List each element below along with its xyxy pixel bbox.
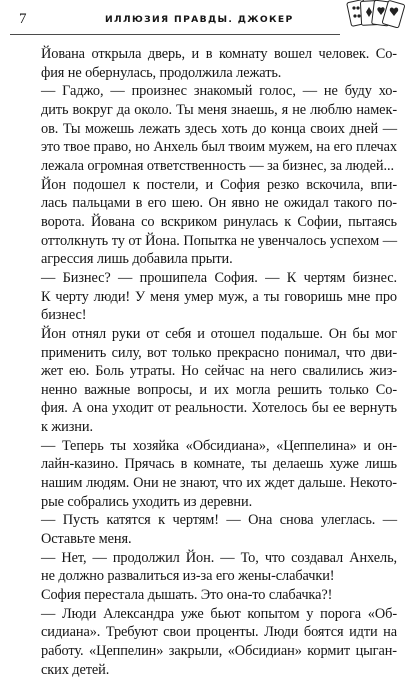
text-line: применить силу, вот только прекрасно понимал, что дви- <box>41 344 397 361</box>
paragraph <box>23 511 397 548</box>
text-line: оттолкнуть ту от Йона. Попытка не увенчалось успехом — <box>41 232 397 249</box>
text-line: нашим людям. Они не знают, что их ждет дальше. Некото- <box>41 475 397 492</box>
text-line: жет ею. Боль утраты. Но сейчас на него свалились жиз- <box>41 363 397 380</box>
text-line: бизнес! <box>41 307 87 324</box>
text-line: — Гаджо, — произнес знакомый голос, — не буду хо- <box>41 83 397 100</box>
text-line: ских детей. <box>41 661 110 678</box>
text-line: агрессия лишь добавила прыти. <box>41 251 233 268</box>
text-line: — Пусть катятся к чертям! — Она снова улеглась. — <box>41 512 397 529</box>
text-line: Йована открыла дверь, и в комнату вошел человек. Со- <box>41 46 397 62</box>
text-line: лежала огромная ответственность — за бизнес, за людей... <box>41 157 394 174</box>
text-line: — Бизнес? — прошипела София. — К чертям бизнес. <box>41 269 397 286</box>
text-line: работу. «Цеппелин» закрыли, «Обсидиан» кормит цыган- <box>41 643 397 659</box>
playing-cards-icon <box>340 0 408 34</box>
paragraph <box>23 437 397 512</box>
text-line: ворота. Йована со вскриком ринулась к Софии, пытаясь <box>41 213 397 230</box>
running-title: ИЛЛЮЗИЯ ПРАВДЫ. ДЖОКЕР <box>105 14 294 25</box>
text-line: фия не обернулась, продолжила лежать. <box>41 64 282 81</box>
paragraph <box>23 176 397 269</box>
text-line: — Теперь ты хозяйка «Обсидиана», «Цеппелина» и он- <box>41 437 397 454</box>
text-line: лась пальцами в его шею. Он явно не ожидал такого по- <box>41 195 397 212</box>
text-line: фия. А она уходит от реальности. Хотелось бы ее вернуть <box>41 400 397 417</box>
text-line: — Люди Александра уже бьют копытом у порога «Об- <box>41 605 397 622</box>
paragraph <box>23 325 397 437</box>
paragraph <box>23 45 397 82</box>
paragraph <box>23 586 397 605</box>
text-line: ов. Ты можешь лежать здесь хоть до конца своих дней — <box>41 120 397 137</box>
text-line: не должно развалиться из-за его жены-слабачки! <box>41 568 335 585</box>
paragraph <box>23 269 397 325</box>
text-line: К черту люди! У меня умер муж, а ты говоришь мне про <box>41 288 397 305</box>
header-rule <box>10 34 340 35</box>
paragraph <box>23 605 397 679</box>
paragraph <box>23 82 397 175</box>
text-line: это твое право, но Анхель был твоим мужем, на его плечах <box>41 139 397 156</box>
paragraph <box>23 549 397 586</box>
text-line: ненно важные вопросы, и их могла решить только Со- <box>41 381 397 398</box>
text-line: к жизни. <box>41 419 93 436</box>
text-line: дить вокруг да около. Ты меня знаешь, я не люблю намек- <box>41 101 397 118</box>
page-header <box>0 0 408 34</box>
text-line: София перестала дышать. Это она-то слабачка?! <box>41 587 333 604</box>
text-line: Йон отнял руки от себя и отошел подальше. Он бы мог <box>41 325 397 342</box>
text-line: лайн-казино. Прячась в комнате, ты делаешь хуже лишь <box>41 456 397 473</box>
text-line: — Нет, — продолжил Йон. — То, что создавал Анхель, <box>41 549 397 566</box>
page-number: 7 <box>19 11 27 27</box>
text-line: рые собрались уходить из деревни. <box>41 493 253 510</box>
text-line: Йон подошел к постели, и София резко вскочила, впи- <box>41 176 397 193</box>
text-line: Оставьте меня. <box>41 531 132 548</box>
text-line: сидиана». Требуют свои проценты. Люди боятся идти на <box>41 624 397 641</box>
body-text <box>23 45 397 679</box>
